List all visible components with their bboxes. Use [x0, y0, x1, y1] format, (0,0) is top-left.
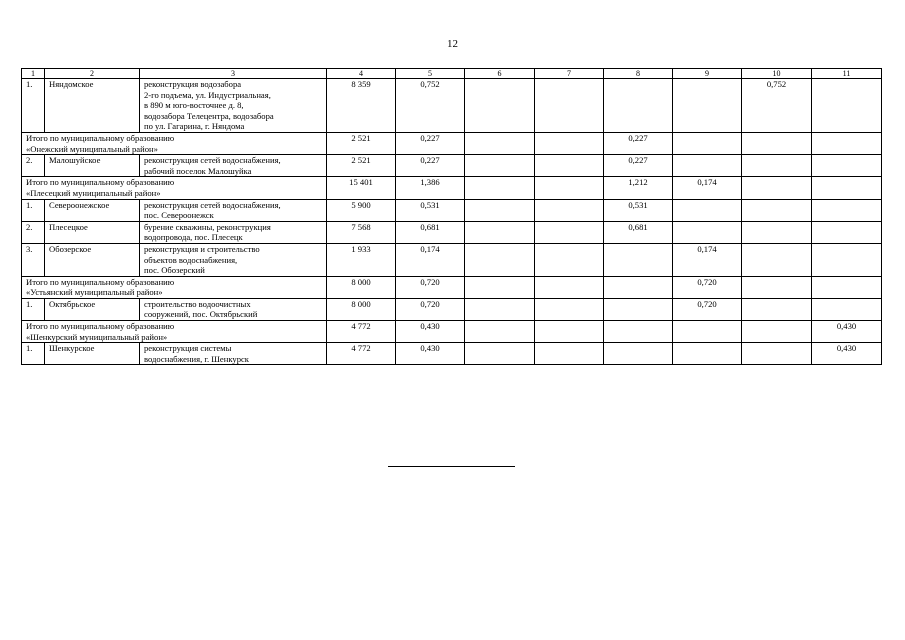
municipality-name: Североонежское [45, 199, 140, 221]
value-cell: 0,174 [673, 243, 742, 276]
value-cell [742, 199, 812, 221]
value-cell [465, 132, 535, 154]
cell-line: сооружений, пос. Октябрьский [144, 309, 258, 320]
cell-line: пос. Североонежск [144, 210, 214, 221]
value-cell: 0,720 [673, 298, 742, 320]
value-cell [742, 177, 812, 199]
value-cell: 0,430 [396, 343, 465, 365]
column-header: 3 [140, 69, 327, 79]
table-row [22, 343, 882, 365]
value-cell: 0,720 [673, 276, 742, 298]
value-cell [673, 199, 742, 221]
value-cell [673, 343, 742, 365]
value-cell [535, 79, 604, 133]
value-cell [812, 276, 882, 298]
value-cell [742, 155, 812, 177]
value-cell [673, 321, 742, 343]
value-cell: 8 000 [327, 276, 396, 298]
column-header: 9 [673, 69, 742, 79]
cell-line: в 890 м юго-восточнее д. 8, [144, 100, 244, 111]
value-cell [673, 155, 742, 177]
table-row [22, 221, 882, 243]
value-cell: 15 401 [327, 177, 396, 199]
value-cell [673, 132, 742, 154]
value-cell: 8 000 [327, 298, 396, 320]
value-cell [535, 276, 604, 298]
value-cell: 4 772 [327, 343, 396, 365]
value-cell [742, 298, 812, 320]
item-number: 1. [22, 79, 45, 133]
value-cell: 0,531 [604, 199, 673, 221]
value-cell [812, 79, 882, 133]
value-cell: 0,531 [396, 199, 465, 221]
value-cell [535, 343, 604, 365]
value-cell [465, 321, 535, 343]
cell-line: реконструкция и строительство [144, 243, 260, 254]
value-cell [465, 343, 535, 365]
value-cell [812, 298, 882, 320]
value-cell: 7 568 [327, 221, 396, 243]
project-description [140, 221, 327, 243]
municipality-name: Малошуйское [45, 155, 140, 177]
cell-line: реконструкция водозабора [144, 79, 242, 89]
column-header: 10 [742, 69, 812, 79]
value-cell: 0,752 [396, 79, 465, 133]
table-row [22, 199, 882, 221]
value-cell: 0,681 [604, 221, 673, 243]
municipality-name: Шенкурское [45, 343, 140, 365]
item-number: 1. [22, 298, 45, 320]
cell-line: реконструкция сетей водоснабжения, [144, 155, 281, 166]
value-cell [604, 321, 673, 343]
value-cell: 0,720 [396, 276, 465, 298]
cell-line: «Устьянский муниципальный район» [26, 287, 163, 298]
value-cell [742, 343, 812, 365]
page-number: 12 [447, 38, 458, 50]
value-cell [673, 221, 742, 243]
cell-line: Итого по муниципальному образованию [26, 321, 175, 332]
value-cell: 0,174 [396, 243, 465, 276]
project-description [140, 199, 327, 221]
project-description [140, 155, 327, 177]
value-cell: 0,227 [396, 155, 465, 177]
cell-line: «Шенкурский муниципальный район» [26, 331, 168, 342]
item-number: 2. [22, 221, 45, 243]
table-row [22, 155, 882, 177]
value-cell: 0,227 [604, 132, 673, 154]
value-cell [604, 79, 673, 133]
item-number: 3. [22, 243, 45, 276]
value-cell [535, 243, 604, 276]
cell-line: по ул. Гагарина, г. Няндома [144, 121, 245, 132]
value-cell: 0,430 [812, 343, 882, 365]
value-cell [465, 243, 535, 276]
cell-line: 2-го подъема, ул. Индустриальная, [144, 89, 271, 100]
value-cell [742, 132, 812, 154]
value-cell [535, 155, 604, 177]
municipality-name: Обозерское [45, 243, 140, 276]
value-cell [604, 343, 673, 365]
column-header: 2 [45, 69, 140, 79]
value-cell: 0,752 [742, 79, 812, 133]
value-cell [604, 243, 673, 276]
value-cell [465, 221, 535, 243]
total-row [22, 132, 882, 154]
column-header: 5 [396, 69, 465, 79]
cell-line: строительство водоочистных [144, 298, 251, 309]
item-number: 1. [22, 343, 45, 365]
cell-line: Итого по муниципальному образованию [26, 177, 175, 188]
cell-line: рабочий поселок Малошуйка [144, 165, 252, 176]
value-cell [742, 321, 812, 343]
item-number: 2. [22, 155, 45, 177]
total-label [22, 132, 327, 154]
column-header: 6 [465, 69, 535, 79]
value-cell: 1 933 [327, 243, 396, 276]
column-header: 1 [22, 69, 45, 79]
cell-line: пос. Обозерский [144, 265, 205, 276]
value-cell: 0,227 [396, 132, 465, 154]
cell-line: водозабора Телецентра, водозабора [144, 110, 274, 121]
column-header: 11 [812, 69, 882, 79]
value-cell [535, 298, 604, 320]
value-cell: 0,681 [396, 221, 465, 243]
value-cell [812, 199, 882, 221]
cell-line: «Онежский муниципальный район» [26, 143, 158, 154]
value-cell: 5 900 [327, 199, 396, 221]
cell-line: реконструкция системы [144, 343, 232, 354]
value-cell [465, 155, 535, 177]
value-cell [742, 221, 812, 243]
value-cell [465, 177, 535, 199]
value-cell [465, 79, 535, 133]
value-cell [535, 132, 604, 154]
cell-line: реконструкция сетей водоснабжения, [144, 199, 281, 210]
value-cell [673, 79, 742, 133]
total-row [22, 177, 882, 199]
cell-line: водоснабжения, г. Шенкурск [144, 353, 249, 364]
total-label [22, 177, 327, 199]
project-description [140, 343, 327, 365]
municipality-name: Няндомское [45, 79, 140, 133]
value-cell: 0,174 [673, 177, 742, 199]
value-cell: 0,227 [604, 155, 673, 177]
item-number: 1. [22, 199, 45, 221]
cell-line: «Плесецкий муниципальный район» [26, 187, 161, 198]
municipality-name: Октябрьское [45, 298, 140, 320]
value-cell [604, 298, 673, 320]
value-cell: 2 521 [327, 155, 396, 177]
project-description [140, 243, 327, 276]
column-header: 8 [604, 69, 673, 79]
value-cell [812, 177, 882, 199]
value-cell [535, 199, 604, 221]
value-cell [812, 221, 882, 243]
value-cell [535, 221, 604, 243]
end-line [388, 466, 515, 467]
value-cell: 1,386 [396, 177, 465, 199]
value-cell: 0,430 [396, 321, 465, 343]
value-cell: 0,720 [396, 298, 465, 320]
total-label [22, 276, 327, 298]
value-cell [812, 132, 882, 154]
cell-line: Итого по муниципальному образованию [26, 132, 175, 143]
value-cell: 0,430 [812, 321, 882, 343]
total-row [22, 276, 882, 298]
table-row [22, 298, 882, 320]
value-cell [742, 243, 812, 276]
column-header: 7 [535, 69, 604, 79]
value-cell: 2 521 [327, 132, 396, 154]
value-cell [465, 276, 535, 298]
value-cell [812, 243, 882, 276]
table-row [22, 243, 882, 276]
project-description [140, 79, 327, 133]
value-cell [812, 155, 882, 177]
column-header: 4 [327, 69, 396, 79]
cell-line: объектов водоснабжения, [144, 254, 238, 265]
total-row [22, 321, 882, 343]
value-cell [465, 298, 535, 320]
cell-line: водопровода, пос. Плесецк [144, 232, 243, 243]
value-cell [535, 177, 604, 199]
total-label [22, 321, 327, 343]
value-cell: 1,212 [604, 177, 673, 199]
value-cell: 4 772 [327, 321, 396, 343]
cell-line: бурение скважины, реконструкция [144, 221, 271, 232]
value-cell [742, 276, 812, 298]
value-cell [465, 199, 535, 221]
data-table [21, 68, 882, 365]
header-row [22, 69, 882, 79]
value-cell: 8 359 [327, 79, 396, 133]
municipality-name: Плесецкое [45, 221, 140, 243]
project-description [140, 298, 327, 320]
cell-line: Итого по муниципальному образованию [26, 276, 175, 287]
value-cell [604, 276, 673, 298]
table-row [22, 79, 882, 133]
value-cell [535, 321, 604, 343]
